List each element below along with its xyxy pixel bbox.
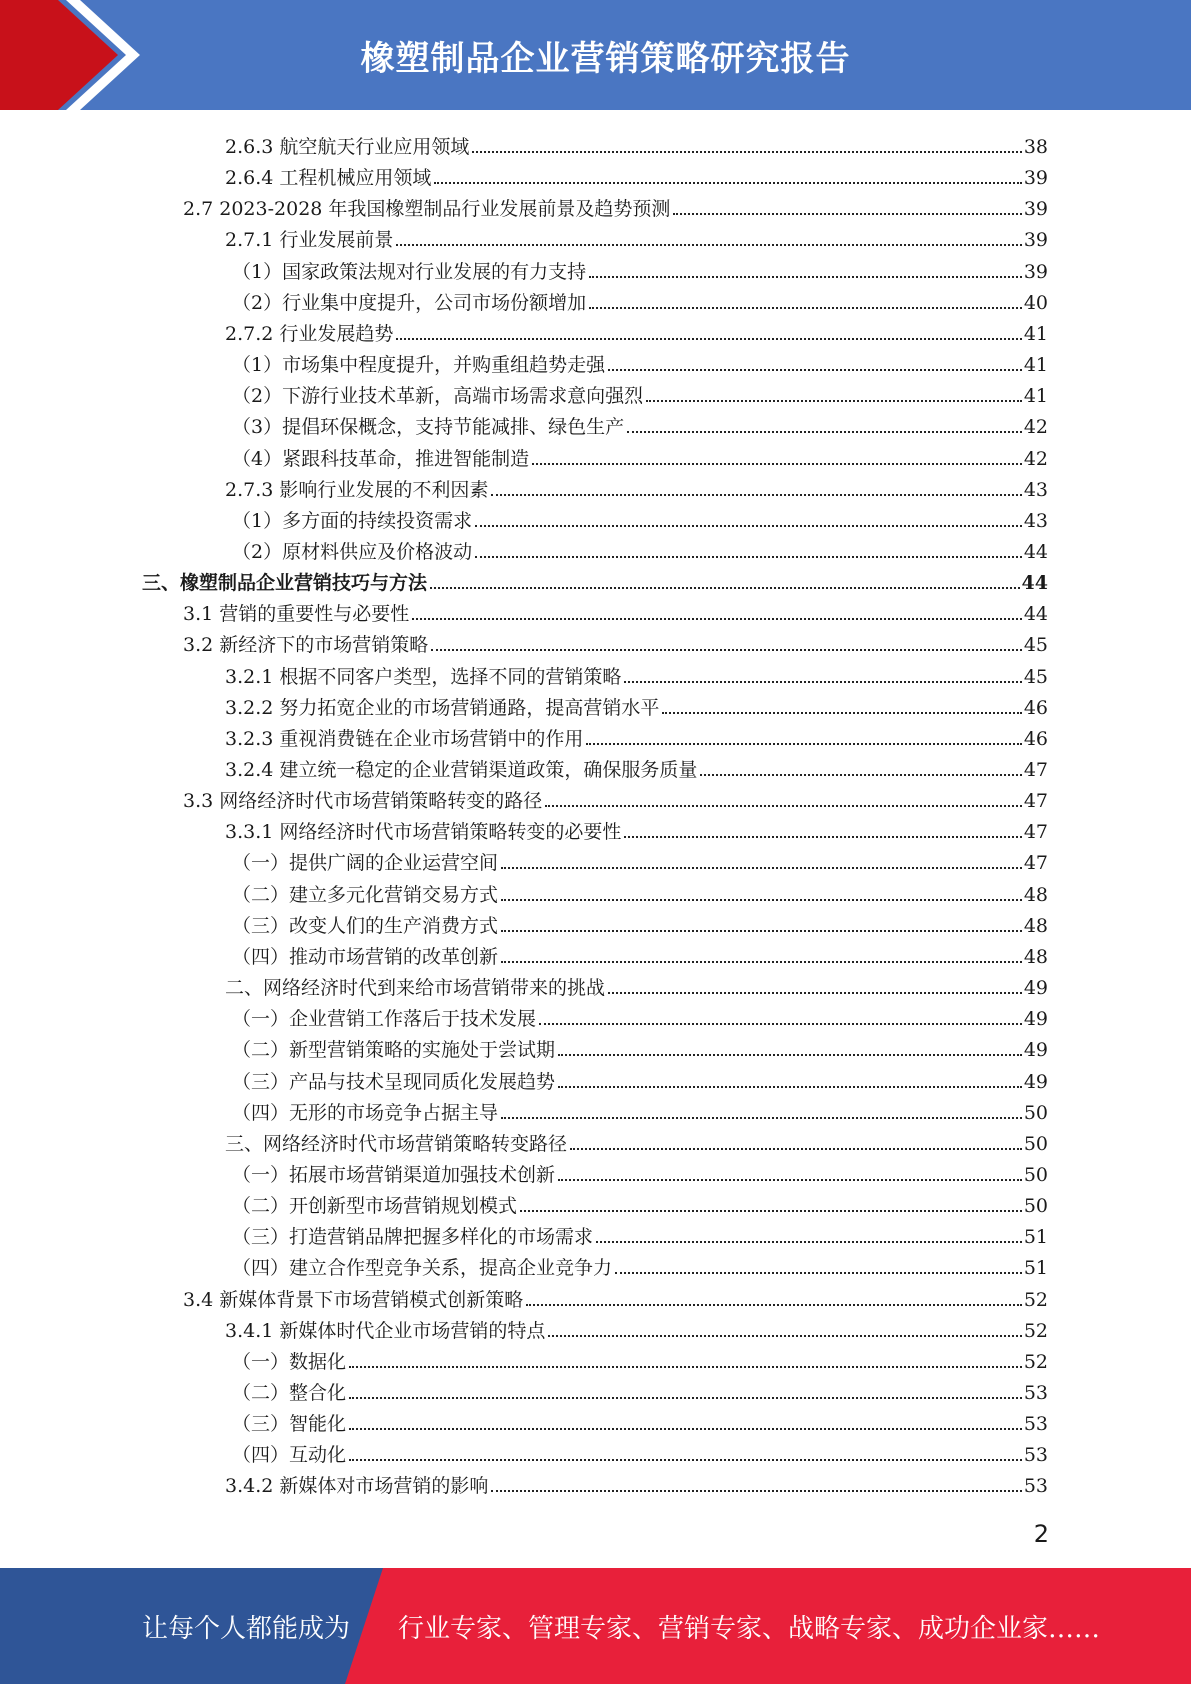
toc-entry-page: 43 (1023, 509, 1048, 532)
toc-leader-dots (349, 1459, 1022, 1461)
toc-entry-page: 48 (1023, 883, 1048, 906)
toc-leader-dots (431, 649, 1022, 651)
toc-entry-page: 40 (1023, 291, 1048, 314)
toc-entry-label: （2）下游行业技术革新，高端市场需求意向强烈 (232, 385, 644, 408)
toc-entry-label: （3）提倡环保概念，支持节能减排、绿色生产 (232, 416, 625, 439)
toc-entry-page: 52 (1023, 1288, 1048, 1311)
toc-entry-page: 52 (1023, 1350, 1048, 1373)
footer-slogan-right: 行业专家、管理专家、营销专家、战略专家、成功企业家…… (398, 1613, 1101, 1644)
toc-entry-label: （4）紧跟科技革命，推进智能制造 (232, 447, 530, 470)
toc-leader-dots (526, 1304, 1022, 1306)
toc-entry[interactable] (232, 907, 1048, 938)
toc-entry-page: 49 (1023, 1070, 1048, 1093)
toc-entry-page: 51 (1023, 1257, 1048, 1280)
toc-leader-dots (396, 338, 1021, 340)
toc-entry[interactable] (183, 782, 1048, 813)
toc-entry[interactable] (232, 1374, 1048, 1405)
toc-entry[interactable] (232, 253, 1048, 284)
toc-leader-dots (646, 400, 1022, 402)
toc-entry[interactable] (232, 1436, 1048, 1467)
toc-entry[interactable] (225, 1125, 1048, 1156)
toc-entry-label: 二、网络经济时代到来给市场营销带来的挑战 (225, 977, 606, 1000)
toc-entry[interactable] (225, 471, 1048, 502)
toc-entry-label: 2.7.2 行业发展趋势 (225, 322, 394, 345)
toc-entry-label: （一）企业营销工作落后于技术发展 (232, 1008, 537, 1031)
toc-entry-label: （三）改变人们的生产消费方式 (232, 914, 499, 937)
toc-entry[interactable] (232, 1094, 1048, 1125)
toc-leader-dots (586, 743, 1021, 745)
toc-entry[interactable] (232, 876, 1048, 907)
toc-entry[interactable] (183, 190, 1048, 221)
toc-entry-page: 41 (1023, 322, 1048, 345)
toc-entry-page: 46 (1023, 727, 1048, 750)
toc-entry-page: 53 (1023, 1444, 1048, 1467)
toc-entry-label: 2.7 2023-2028 年我国橡塑制品行业发展前景及趋势预测 (183, 198, 671, 221)
toc-leader-dots (608, 369, 1022, 371)
toc-leader-dots (624, 836, 1021, 838)
toc-entry[interactable] (225, 658, 1048, 689)
toc-entry[interactable] (232, 377, 1048, 408)
toc-entry-page: 53 (1023, 1475, 1048, 1498)
toc-entry-page: 49 (1023, 977, 1048, 1000)
toc-leader-dots (558, 1054, 1022, 1056)
toc-entry[interactable] (225, 315, 1048, 346)
toc-entry-label: （1）市场集中程度提升，并购重组趋势走强 (232, 354, 606, 377)
toc-leader-dots (491, 494, 1021, 496)
toc-entry-page: 53 (1023, 1413, 1048, 1436)
toc-entry-label: 3.2.3 重视消费链在企业市场营销中的作用 (225, 727, 584, 750)
toc-entry-label: （1）国家政策法规对行业发展的有力支持 (232, 260, 587, 283)
toc-leader-dots (412, 618, 1022, 620)
toc-leader-dots (624, 681, 1021, 683)
toc-entry[interactable] (232, 1249, 1048, 1280)
toc-entry[interactable] (225, 969, 1048, 1000)
toc-entry[interactable] (232, 938, 1048, 969)
toc-leader-dots (430, 587, 1020, 589)
toc-leader-dots (501, 867, 1022, 869)
toc-entry[interactable] (225, 720, 1048, 751)
toc-entry[interactable] (232, 844, 1048, 875)
toc-entry-label: 3.2.2 努力拓宽企业的市场营销通路，提高营销水平 (225, 696, 660, 719)
toc-entry[interactable] (232, 346, 1048, 377)
toc-entry[interactable] (183, 1281, 1048, 1312)
toc-entry-page: 48 (1023, 945, 1048, 968)
toc-leader-dots (349, 1366, 1022, 1368)
toc-entry-label: （四）无形的市场竞争占据主导 (232, 1101, 499, 1124)
toc-leader-dots (349, 1428, 1022, 1430)
toc-entry-label: （三）产品与技术呈现同质化发展趋势 (232, 1070, 556, 1093)
toc-leader-dots (596, 1241, 1022, 1243)
report-title: 橡塑制品企业营销策略研究报告 (360, 38, 851, 79)
toc-entry-label: （四）推动市场营销的改革创新 (232, 945, 499, 968)
toc-leader-dots (589, 307, 1022, 309)
toc-entry[interactable] (232, 1218, 1048, 1249)
toc-entry-page: 41 (1023, 354, 1048, 377)
toc-entry[interactable] (232, 1000, 1048, 1031)
toc-entry[interactable] (225, 689, 1048, 720)
toc-entry-page: 44 (1021, 572, 1048, 595)
toc-entry-page: 42 (1023, 416, 1048, 439)
toc-entry-page: 42 (1023, 447, 1048, 470)
page-header (0, 0, 1191, 110)
toc-entry-label: 3.1 营销的重要性与必要性 (183, 603, 410, 626)
toc-entry[interactable] (225, 1467, 1048, 1498)
toc-leader-dots (615, 1272, 1022, 1274)
toc-entry-page: 47 (1023, 852, 1048, 875)
toc-entry-page: 44 (1023, 603, 1048, 626)
toc-leader-dots (434, 182, 1021, 184)
toc-entry-page: 50 (1023, 1163, 1048, 1186)
toc-entry-page: 48 (1023, 914, 1048, 937)
toc-entry-label: 3.3.1 网络经济时代市场营销策略转变的必要性 (225, 821, 622, 844)
toc-entry-page: 45 (1023, 634, 1048, 657)
toc-entry-label: （二）新型营销策略的实施处于尝试期 (232, 1039, 556, 1062)
toc-leader-dots (545, 805, 1022, 807)
toc-entry-label: （一）拓展市场营销渠道加强技术创新 (232, 1163, 556, 1186)
toc-entry[interactable] (225, 128, 1048, 159)
toc-entry-page: 49 (1023, 1008, 1048, 1031)
toc-entry-label: 2.6.4 工程机械应用领域 (225, 167, 432, 190)
toc-leader-dots (491, 1490, 1021, 1492)
toc-entry[interactable] (232, 440, 1048, 471)
toc-entry-label: 2.6.3 航空航天行业应用领域 (225, 136, 470, 158)
toc-entry-label: （二）建立多元化营销交易方式 (232, 883, 499, 906)
toc-entry-page: 44 (1023, 540, 1048, 563)
toc-entry-label: 3.2.1 根据不同客户类型，选择不同的营销策略 (225, 665, 622, 688)
toc-entry-label: （2）原材料供应及价格波动 (232, 540, 473, 563)
toc-entry-page: 50 (1023, 1195, 1048, 1218)
toc-entry[interactable] (232, 1187, 1048, 1218)
toc-entry[interactable] (225, 813, 1048, 844)
toc-entry-page: 39 (1023, 229, 1048, 252)
toc-leader-dots (501, 1117, 1022, 1119)
toc-entry-page: 52 (1023, 1319, 1048, 1342)
toc-leader-dots (558, 1086, 1022, 1088)
toc-leader-dots (501, 930, 1022, 932)
toc-entry-label: 三、网络经济时代市场营销策略转变路径 (225, 1132, 568, 1155)
toc-entry[interactable] (225, 1312, 1048, 1343)
toc-entry[interactable] (232, 533, 1048, 564)
toc-entry-label: （一）提供广阔的企业运营空间 (232, 852, 499, 875)
toc-entry-page: 45 (1023, 665, 1048, 688)
toc-entry[interactable] (232, 1031, 1048, 1062)
toc-entry-page: 43 (1023, 478, 1048, 501)
toc-entry-label: 三、橡塑制品企业营销技巧与方法 (142, 572, 428, 595)
toc-leader-dots (520, 1210, 1022, 1212)
toc-entry-page: 39 (1023, 198, 1048, 221)
toc-entry[interactable] (232, 408, 1048, 439)
toc-entry[interactable] (232, 1063, 1048, 1094)
toc-leader-dots (627, 431, 1022, 433)
toc-leader-dots (673, 213, 1021, 215)
page-footer (0, 1568, 1191, 1684)
toc-entry-page: 49 (1023, 1039, 1048, 1062)
toc-entry[interactable] (183, 626, 1048, 657)
toc-entry[interactable] (225, 159, 1048, 190)
toc-entry-label: 3.4 新媒体背景下市场营销模式创新策略 (183, 1288, 524, 1311)
toc-leader-dots (396, 244, 1021, 246)
toc-entry-label: 3.2.4 建立统一稳定的企业营销渠道政策，确保服务质量 (225, 759, 698, 781)
toc-entry[interactable] (232, 1343, 1048, 1374)
toc-entry-page: 41 (1023, 385, 1048, 408)
toc-leader-dots (662, 712, 1021, 714)
toc-leader-dots (475, 556, 1022, 558)
toc-entry-page: 38 (1023, 136, 1048, 158)
toc-leader-dots (475, 525, 1022, 527)
toc-entry[interactable] (232, 284, 1048, 315)
toc-entry-label: （一）数据化 (232, 1350, 347, 1373)
header-arrow-icon (0, 0, 150, 110)
page-number: 2 (1033, 1520, 1049, 1548)
toc-entry-label: （2）行业集中度提升，公司市场份额增加 (232, 291, 587, 314)
toc-entry-label: （二）开创新型市场营销规划模式 (232, 1195, 518, 1218)
toc-entry-label: 2.7.1 行业发展前景 (225, 229, 394, 252)
toc-leader-dots (501, 899, 1022, 901)
toc-leader-dots (539, 1023, 1022, 1025)
toc-leader-dots (700, 774, 1021, 776)
toc-leader-dots (608, 992, 1022, 994)
toc-entry-label: 3.4.2 新媒体对市场营销的影响 (225, 1475, 489, 1498)
toc-entry[interactable] (225, 751, 1048, 782)
toc-leader-dots (501, 961, 1022, 963)
toc-entry-label: （四）互动化 (232, 1444, 347, 1467)
toc-entry-page: 47 (1023, 821, 1048, 844)
toc-leader-dots (532, 463, 1022, 465)
toc-leader-dots (570, 1148, 1022, 1150)
toc-entry-label: （1）多方面的持续投资需求 (232, 509, 473, 532)
toc-entry-page: 53 (1023, 1382, 1048, 1404)
toc-entry-page: 50 (1023, 1101, 1048, 1124)
toc-entry[interactable] (232, 1405, 1048, 1436)
toc-entry-label: （四）建立合作型竞争关系，提高企业竞争力 (232, 1257, 613, 1280)
toc-leader-dots (472, 151, 1021, 153)
toc-leader-dots (548, 1335, 1021, 1337)
toc-leader-dots (589, 276, 1022, 278)
toc-entry-page: 47 (1023, 790, 1048, 813)
toc-entry-label: 2.7.3 影响行业发展的不利因素 (225, 478, 489, 501)
toc-entry-page: 46 (1023, 696, 1048, 719)
toc-entry[interactable] (225, 221, 1048, 252)
toc-entry-page: 50 (1023, 1132, 1048, 1155)
toc-entry-page: 39 (1023, 167, 1048, 190)
toc-entry[interactable] (142, 564, 1048, 595)
toc-entry-label: 3.4.1 新媒体时代企业市场营销的特点 (225, 1319, 546, 1342)
toc-entry-label: （三）智能化 (232, 1413, 347, 1436)
toc-entry[interactable] (232, 502, 1048, 533)
toc-leader-dots (349, 1397, 1022, 1399)
toc-entry-label: （二）整合化 (232, 1382, 347, 1404)
toc-entry-page: 39 (1023, 260, 1048, 283)
toc-entry[interactable] (183, 595, 1048, 626)
toc-entry[interactable] (232, 1156, 1048, 1187)
toc-entry-label: 3.2 新经济下的市场营销策略 (183, 634, 429, 657)
toc-entry-label: 3.3 网络经济时代市场营销策略转变的路径 (183, 790, 543, 813)
footer-slogan-left: 让每个人都能成为 (142, 1613, 351, 1644)
toc-entry-page: 51 (1023, 1226, 1048, 1249)
toc-leader-dots (558, 1179, 1022, 1181)
toc-entry-page: 47 (1023, 759, 1048, 781)
toc-entry-label: （三）打造营销品牌把握多样化的市场需求 (232, 1226, 594, 1249)
